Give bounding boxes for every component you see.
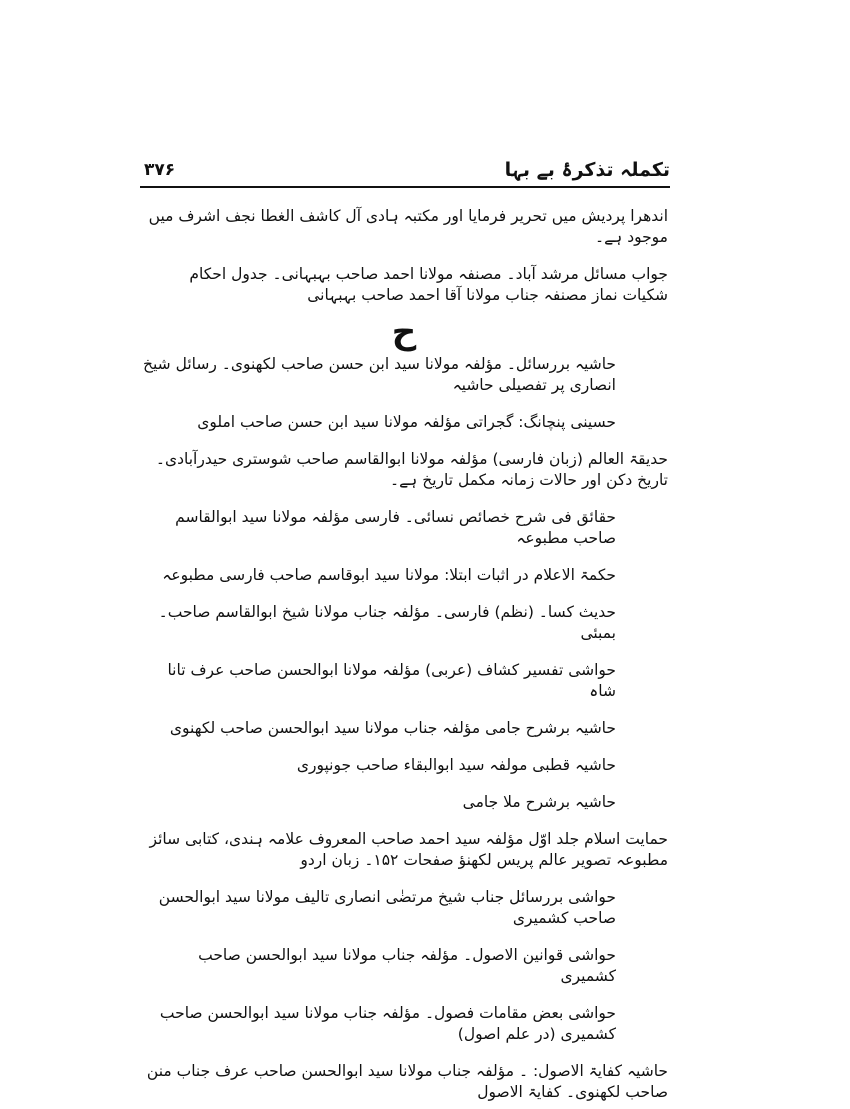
- list-item: حواشی بررسائل جناب شیخ مرتضٰی انصاری تالیف مولانا سید ابوالحسن صاحب کشمیری: [158, 888, 616, 927]
- list-item: حاشیہ بررسائل۔ مؤلفہ مولانا سید ابن حسن صاحب لکھنوی۔ رسائل شیخ انصاری پر تفصیلی حاشیہ: [142, 355, 616, 394]
- list-item: حاشیہ برشرح جامی مؤلفہ جناب مولانا سید ابوالحسن صاحب لکھنوی: [169, 719, 616, 737]
- page-body: [140, 196, 668, 1109]
- list-item: حدیقۃ العالم (زبان فارسی) مؤلفہ مولانا ابوالقاسم صاحب شوستری حیدرآبادی۔ تاریخ دکن اور حالات زمانہ مکمل تاریخ ہے۔: [155, 450, 668, 489]
- paragraph: جواب مسائل مرشد آباد۔ مصنفہ مولانا احمد صاحب بہبہانی۔ جدول احکام شکیات نماز مصنفہ جناب مولانا آقا احمد صاحب بہبہانی: [189, 265, 668, 304]
- list-item: حدیث کسا۔ (نظم) فارسی۔ مؤلفہ جناب مولانا شیخ ابوالقاسم صاحب۔ بمبئی: [158, 603, 616, 642]
- section-heading: ح: [391, 312, 417, 352]
- list-item: حقائق فی شرح خصائص نسائی۔ فارسی مؤلفہ مولانا سید ابوالقاسم صاحب مطبوعہ: [175, 508, 616, 547]
- list-item: حواشی قوانین الاصول۔ مؤلفہ جناب مولانا سید ابوالحسن صاحب کشمیری: [198, 946, 616, 985]
- running-header: [140, 158, 670, 188]
- list-item: حواشی بعض مقامات فصول۔ مؤلفہ جناب مولانا سید ابوالحسن صاحب کشمیری (در علم اصول): [159, 1004, 616, 1043]
- page-number: ۳۷۶: [144, 160, 176, 180]
- list-item: حواشی تفسیر کشاف (عربی) مؤلفہ مولانا ابوالحسن صاحب عرف تانا شاہ: [167, 661, 616, 700]
- list-item: حمایت اسلام جلد اوّل مؤلفہ سید احمد صاحب المعروف علامہ ہندی، کتابی سائز مطبوعہ تصویر عالم پریس لکھنؤ صفحات ۱۵۲۔ زبان اردو: [149, 830, 668, 869]
- list-item: حسینی پنچانگ: گجراتی مؤلفہ مولانا سید ابن حسن صاحب املوی: [197, 413, 616, 431]
- list-item: حاشیہ کفایۃ الاصول: ۔ مؤلفہ جناب مولانا سید ابوالحسن صاحب عرف جناب منن صاحب لکھنوی۔ کفایۃ الاصول: [146, 1062, 668, 1101]
- list-item: حاشیہ برشرح ملا جامی: [462, 793, 616, 811]
- list-item: حکمۃ الاعلام در اثبات ابتلا: مولانا سید ابوقاسم صاحب فارسی مطبوعہ: [162, 566, 616, 584]
- book-title: تکملہ تذکرۂ بے بہا: [504, 159, 670, 181]
- list-item: حاشیہ قطبی مولفہ سید ابوالبقاء صاحب جونپوری: [296, 756, 616, 774]
- paragraph: اندھرا پردیش میں تحریر فرمایا اور مکتبہ ہادی آل کاشف الغطا نجف اشرف میں موجود ہے۔: [148, 207, 668, 246]
